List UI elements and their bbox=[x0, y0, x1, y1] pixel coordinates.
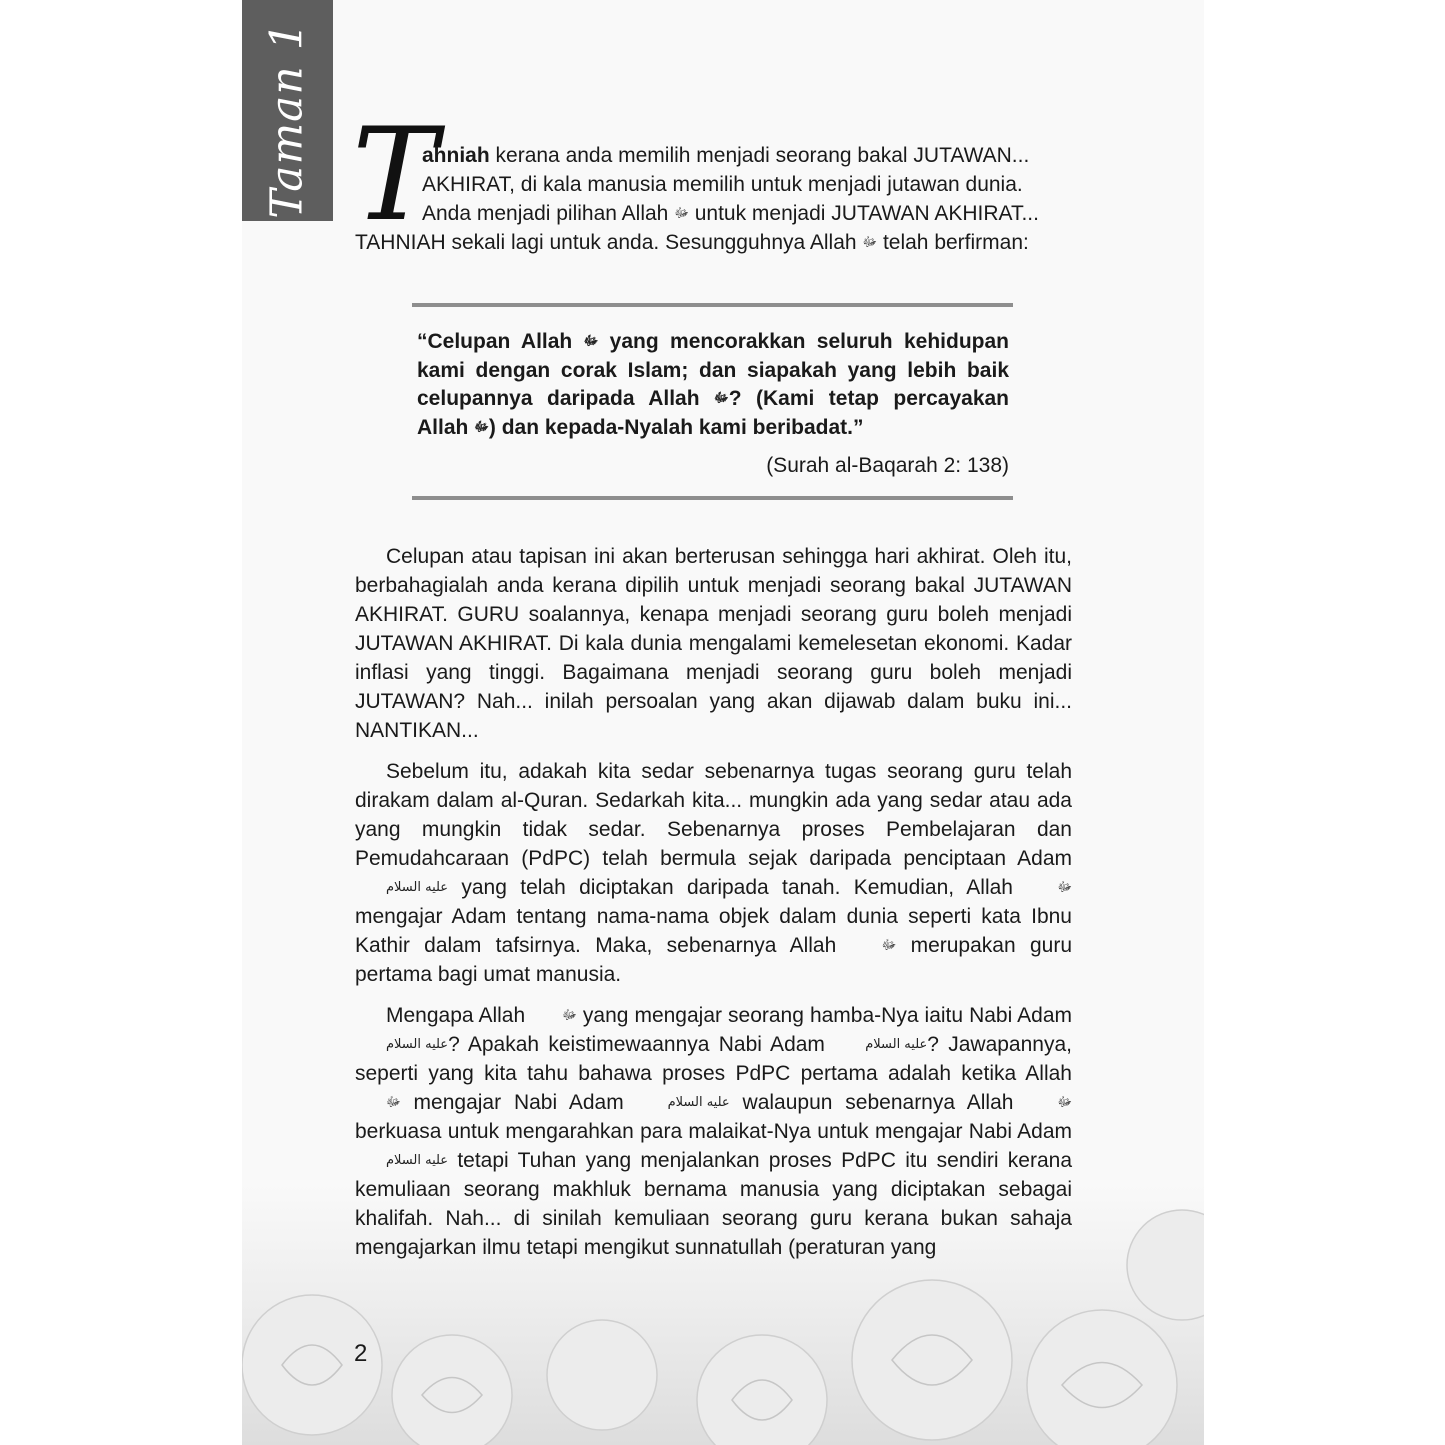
honorific-as-glyph: عليه السلام bbox=[386, 1037, 449, 1052]
intro-line: ahniah kerana anda memilih menjadi seorang bakal JUTAWAN... bbox=[422, 144, 1030, 167]
page-number: 2 bbox=[354, 1340, 368, 1367]
body-paragraph-1: Celupan atau tapisan ini akan berterusan sehingga hari akhirat. Oleh itu, berbahagialah anda kerana dipilih untuk menjadi seorang bakal JUTAWAN AKHIRAT. GURU soalannya, kenapa menjadi seorang guru boleh menjadi JUTAWAN AKHIRAT. Di kala dunia mengalami kemelesetan ekonomi. Kadar inflasi yang tinggi. Bagaimana menjadi seorang guru boleh menjadi JUTAWAN? Nah... inilah persoalan yang akan dijawab dalam buku ini... NANTIKAN... bbox=[355, 545, 1072, 742]
honorific-swt-glyph: ﷻ bbox=[583, 334, 599, 349]
honorific-as-glyph: عليه السلام bbox=[865, 1037, 928, 1052]
honorific-swt-glyph: ﷻ bbox=[674, 206, 689, 221]
honorific-swt-glyph: ﷻ bbox=[386, 1095, 401, 1110]
intro-line: AKHIRAT, di kala manusia memilih untuk menjadi jutawan dunia. bbox=[422, 173, 1023, 196]
quote-reference: (Surah al-Baqarah 2: 138) bbox=[766, 454, 1009, 477]
honorific-as-glyph: عليه السلام bbox=[386, 880, 449, 895]
quran-quote-block bbox=[412, 303, 1013, 500]
chapter-tab-label: Taman 1 bbox=[261, 21, 313, 219]
intro-lead-bold: ahniah bbox=[422, 144, 490, 167]
intro-paragraph bbox=[355, 141, 1072, 257]
honorific-swt-glyph: ﷻ bbox=[562, 1008, 577, 1023]
honorific-swt-glyph: ﷻ bbox=[1057, 880, 1072, 895]
body-paragraph-3: Mengapa Allah ﷻ yang mengajar seorang hamba-Nya iaitu Nabi Adam عليه السلام? Apakah keistimewaannya Nabi Adam عليه السلام? Jawapannya, seperti yang kita tahu bahawa proses PdPC pertama adalah ketika Allah ﷻ mengajar Nabi Adam عليه السلام walaupun sebenarnya Allah ﷻ berkuasa untuk mengarahkan para malaikat-Nya untuk mengajar Nabi Adam عليه السلام tetapi Tuhan yang menjalankan proses PdPC itu sendiri kerana kemuliaan seorang makhluk bernama manusia yang diciptakan sebagai khalifah. Nah... di sinilah kemuliaan seorang guru kerana bukan sahaja mengajarkan ilmu tetapi mengikut sunnatullah (peraturan yang bbox=[355, 1001, 1072, 1262]
chapter-tab bbox=[242, 0, 333, 221]
honorific-swt-glyph: ﷻ bbox=[862, 235, 878, 250]
honorific-swt-glyph: ﷻ bbox=[1057, 1095, 1072, 1110]
honorific-swt-glyph: ﷻ bbox=[714, 391, 729, 406]
honorific-as-glyph: عليه السلام bbox=[667, 1095, 730, 1110]
honorific-swt-glyph: ﷻ bbox=[474, 419, 489, 435]
quote-text: “Celupan Allah ﷻ yang mencorakkan seluruh kehidupan kami dengan corak Islam; dan siapakah yang lebih baik celupannya daripada Allah ﷻ? (Kami tetap percayakan Allah ﷻ) dan kepada-Nyalah kami beribadat.” bbox=[417, 328, 1009, 442]
body-paragraph-2: Sebelum itu, adakah kita sedar sebenarnya tugas seorang guru telah dirakam dalam al-Quran. Sedarkah kita... mungkin ada yang sedar atau ada yang mungkin tidak sedar. Sebenarnya proses Pembelajaran dan Pemudahcaraan (PdPC) telah bermula sejak daripada penciptaan Adam عليه السلام yang telah diciptakan daripada tanah. Kemudian, Allah ﷻ mengajar Adam tentang nama-nama objek dalam dunia seperti kata Ibnu Kathir dalam tafsirnya. Maka, sebenarnya Allah ﷻ merupakan guru pertama bagi umat manusia. bbox=[355, 760, 1072, 986]
honorific-as-glyph: عليه السلام bbox=[386, 1153, 449, 1168]
honorific-swt-glyph: ﷻ bbox=[881, 938, 897, 953]
drop-cap-letter: T bbox=[352, 101, 438, 250]
intro-line: Anda menjadi pilihan Allah ﷻ untuk menjadi JUTAWAN AKHIRAT... bbox=[355, 199, 1072, 228]
intro-line: TAHNIAH sekali lagi untuk anda. Sesungguhnya Allah ﷻ telah berfirman: bbox=[355, 228, 1072, 257]
book-page bbox=[242, 0, 1204, 1445]
